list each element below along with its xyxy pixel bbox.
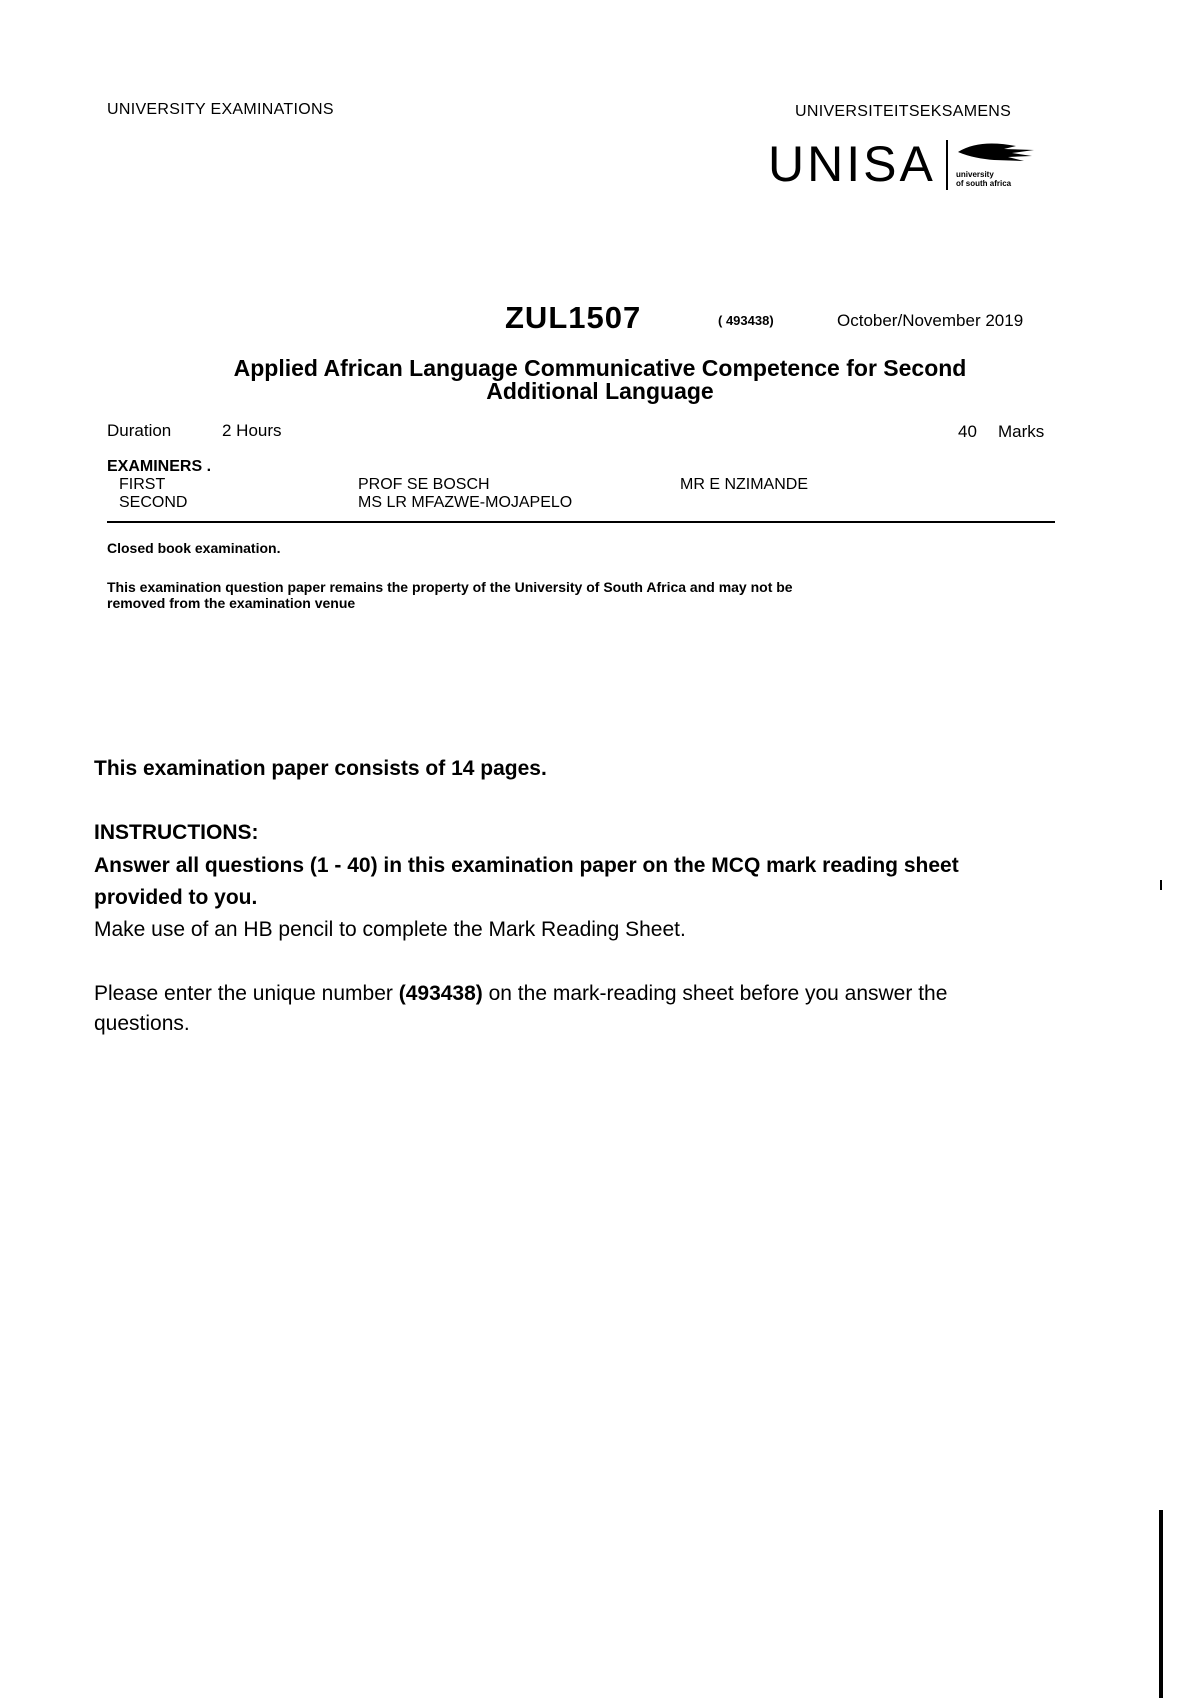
examiner-second-label: SECOND (119, 494, 188, 511)
marks-label: Marks (998, 422, 1045, 441)
scan-edge-bar (1159, 1510, 1163, 1698)
paper-title-line-1: Applied African Language Communicative Competence for Second (233, 355, 967, 381)
course-code: ZUL1507 (505, 300, 642, 335)
marks-value: 40 (958, 422, 977, 441)
page-count-note: This examination paper consists of 14 pages. (94, 757, 547, 780)
examiners-heading: EXAMINERS . (107, 458, 212, 475)
property-note-line-1: This examination question paper remains the property of the University of South Africa and may not be (107, 579, 793, 595)
closed-book-note: Closed book examination. (107, 540, 281, 556)
examiner-first-name-2: MR E NZIMANDE (680, 476, 808, 493)
logo-sub-1: university (956, 170, 994, 179)
unique-number-instruction (94, 982, 947, 1006)
duration-value: 2 Hours (222, 421, 282, 440)
scan-mark (1160, 880, 1162, 890)
paper-title-line-2: Additional Language (486, 378, 714, 404)
exam-session: October/November 2019 (837, 311, 1024, 330)
property-note-line-2: removed from the examination venue (107, 595, 356, 611)
unisa-logo (768, 136, 1038, 198)
answer-instruction-line-2: provided to you. (94, 886, 258, 909)
logo-text: UNISA (768, 136, 936, 192)
unique-number-instruction-line-2: questions. (94, 1012, 190, 1035)
examiner-first-name: PROF SE BOSCH (358, 476, 490, 493)
unique-number: ( 493438) (718, 313, 774, 328)
unique-instruction-number: (493438) (398, 982, 483, 1005)
bird-wing-icon (954, 140, 1038, 170)
instructions-heading: INSTRUCTIONS: (94, 821, 259, 844)
logo-divider (946, 140, 948, 190)
header-divider (107, 521, 1055, 523)
header-right-title: UNIVERSITEITSEKSAMENS (795, 103, 1012, 120)
header-left-title: UNIVERSITY EXAMINATIONS (107, 101, 334, 118)
logo-sub-2: of south africa (956, 179, 1012, 188)
unique-instruction-post: on the mark-reading sheet before you answer the (482, 982, 948, 1005)
unique-instruction-pre: Please enter the unique number (94, 982, 399, 1005)
examiner-second-name: MS LR MFAZWE-MOJAPELO (358, 494, 573, 511)
duration-label: Duration (107, 421, 172, 440)
answer-instruction-line-1: Answer all questions (1 - 40) in this examination paper on the MCQ mark reading sheet (94, 854, 959, 877)
examiner-first-label: FIRST (119, 476, 166, 493)
pencil-instruction: Make use of an HB pencil to complete the Mark Reading Sheet. (94, 918, 686, 941)
